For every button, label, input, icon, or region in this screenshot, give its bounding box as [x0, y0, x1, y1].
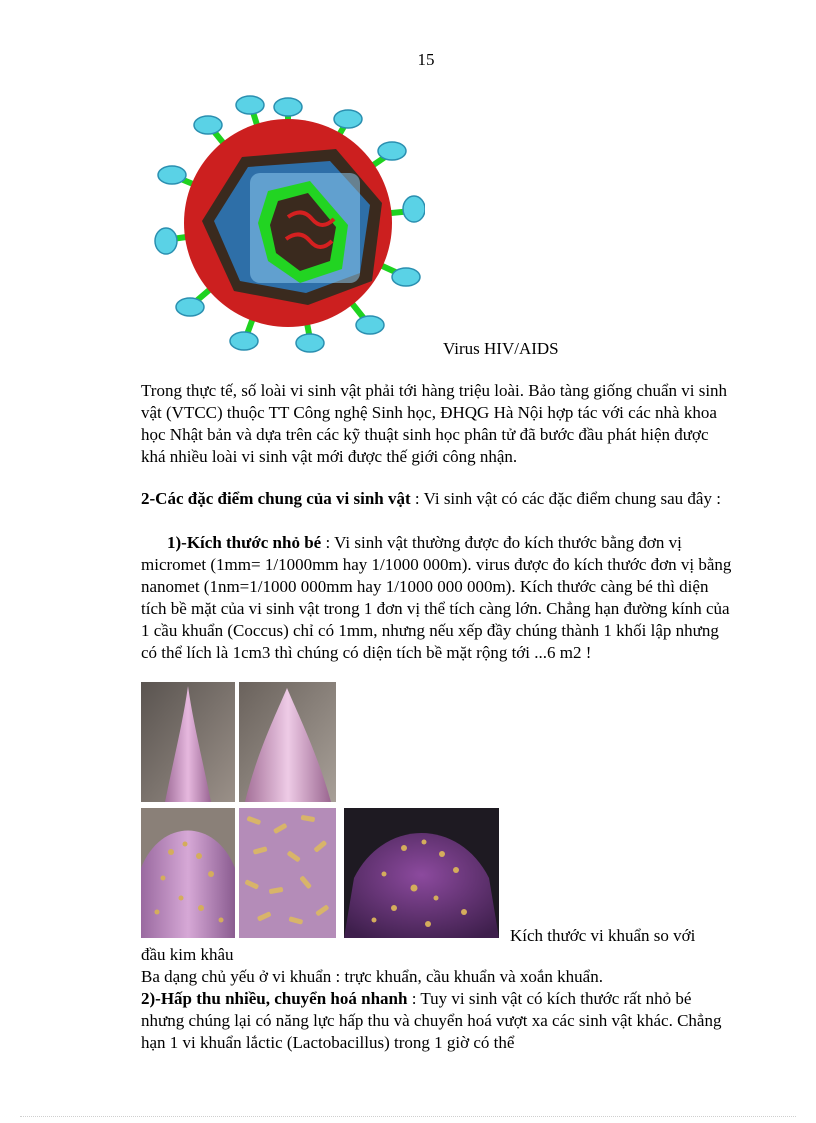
subsection-2-heading: 2)-Hấp thu nhiều, chuyển hoá nhanh	[141, 989, 408, 1008]
hiv-virus-illustration	[150, 93, 425, 355]
bacteria-shapes-line: Ba dạng chủ yếu ở vi khuẩn : trực khuẩn, cầu khuẩn và xoắn khuẩn.	[141, 967, 603, 986]
section-2-heading: 2-Các đặc điểm chung của vi sinh vật	[141, 489, 411, 508]
section-2	[141, 488, 736, 510]
needle-photo-5	[344, 808, 499, 938]
subsection-2-text: : Tuy vi sinh vật có kích thước rất nhỏ bé nhưng chúng lại có năng lực hấp thu và chuyển hoá vượt xa các sinh vật khác. Chẳng hạn 1 vi khuẩn lắctic (Lactobacillus) trong 1 giờ có thể	[141, 989, 722, 1052]
needle-caption: Kích thước vi khuẩn so với	[510, 926, 696, 945]
subsection-2	[141, 988, 736, 1054]
paragraph-intro: Trong thực tế, số loài vi sinh vật phải tới hàng triệu loài. Bảo tàng giống chuẩn vi sinh vật (VTCC) thuộc TT Công nghệ Sinh học, ĐHQG Hà Nội hợp tác với các nhà khoa học Nhật bản và dựa trên các kỹ thuật sinh học phân tử đã bước đầu phát hiện được khá nhiều loài vi sinh vật mới được thế giới công nhận.	[141, 381, 728, 466]
paragraph-bottom	[141, 944, 736, 1054]
page-number: 15	[417, 50, 435, 69]
needle-photo-3	[141, 808, 235, 938]
needle-photo-4	[239, 808, 336, 938]
page-footer-divider	[20, 1116, 796, 1117]
needle-photo-1	[141, 682, 235, 802]
needle-photo-2	[239, 682, 336, 802]
subsection-1	[141, 532, 736, 664]
subsection-1-text: : Vi sinh vật thường được đo kích thước bằng đơn vị micromet (1mm= 1/1000mm hay 1/1000 000m). virus được đo kích thước đơn vị bằng nanomet (1nm=1/1000 000mm hay 1/1000 000 000m). Kích thước càng bé thì diện tích bề mặt của vi sinh vật trong 1 đơn vị thể tích càng lớn. Chẳng hạn đường kính của 1 cầu khuẩn (Coccus) chỉ có 1mm, nhưng nếu xếp đầy chúng thành 1 khối lập nhưng có thể lích là 1cm3 thì chúng có diện tích bề mặt rộng tới ...6 m2 !	[141, 533, 732, 662]
subsection-1-heading: 1)-Kích thước nhỏ bé	[167, 533, 322, 552]
section-2-text: : Vi sinh vật có các đặc điểm chung sau đây :	[410, 489, 721, 508]
virus-caption: Virus HIV/AIDS	[443, 339, 559, 358]
hiv-virus-drawing	[150, 93, 425, 355]
needle-caption-continued: đầu kim khâu	[141, 945, 234, 964]
